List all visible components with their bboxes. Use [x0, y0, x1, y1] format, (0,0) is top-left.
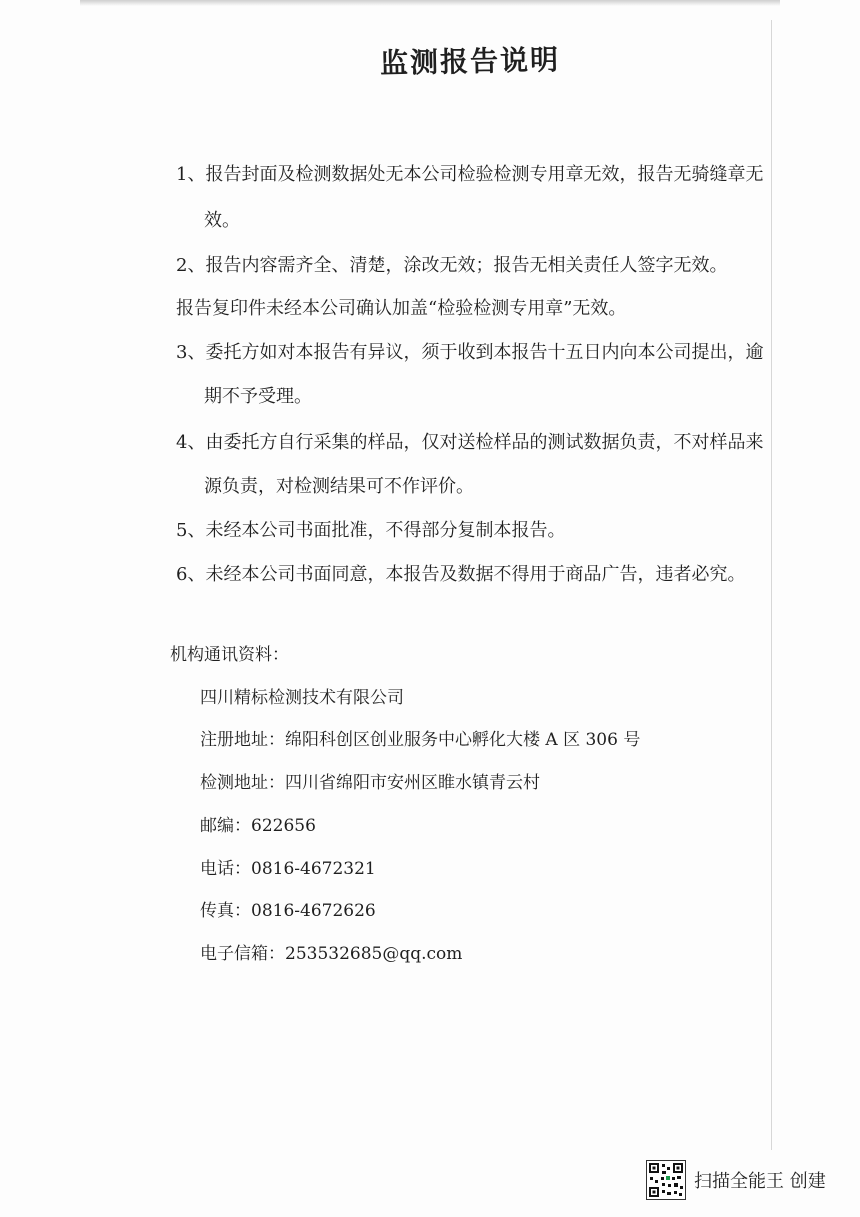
- phone: 电话：0816-4672321: [200, 859, 376, 879]
- scan-right-edge: [771, 20, 772, 1150]
- item-2: 2、报告内容需齐全、清楚，涂改无效；报告无相关责任人签字无效。: [176, 255, 728, 276]
- item-1-line-1: 1、报告封面及检测数据处无本公司检验检测专用章无效，报告无骑缝章无: [176, 164, 764, 185]
- scan-top-edge: [80, 0, 780, 6]
- item-1-line-2: 效。: [204, 210, 240, 231]
- item-6: 6、未经本公司书面同意，本报告及数据不得用于商品广告，违者必究。: [176, 564, 746, 585]
- email: 电子信箱：253532685@qq.com: [200, 944, 463, 964]
- scanner-watermark-text: 扫描全能王 创建: [694, 1171, 826, 1192]
- item-4-line-1: 4、由委托方自行采集的样品，仅对送检样品的测试数据负责，不对样品来: [176, 432, 764, 453]
- item-3-line-1: 3、委托方如对本报告有异议，须于收到本报告十五日内向本公司提出，逾: [176, 342, 764, 363]
- item-3-line-2: 期不予受理。: [204, 386, 312, 407]
- qr-code-icon: [646, 1160, 686, 1200]
- page-title: 监测报告说明: [379, 43, 561, 80]
- contact-heading: 机构通讯资料：: [170, 645, 289, 665]
- scanner-watermark: [646, 1160, 846, 1200]
- item-5: 5、未经本公司书面批准，不得部分复制本报告。: [176, 520, 566, 541]
- item-2-note: 报告复印件未经本公司确认加盖“检验检测专用章”无效。: [176, 298, 627, 319]
- testing-address: 检测地址：四川省绵阳市安州区睢水镇青云村: [200, 773, 540, 793]
- registered-address: 注册地址：绵阳科创区创业服务中心孵化大楼 A 区 306 号: [200, 730, 641, 750]
- company-name: 四川精标检测技术有限公司: [200, 688, 404, 708]
- postcode: 邮编：622656: [200, 816, 316, 836]
- fax: 传真：0816-4672626: [200, 901, 376, 921]
- item-4-line-2: 源负责，对检测结果可不作评价。: [204, 476, 474, 497]
